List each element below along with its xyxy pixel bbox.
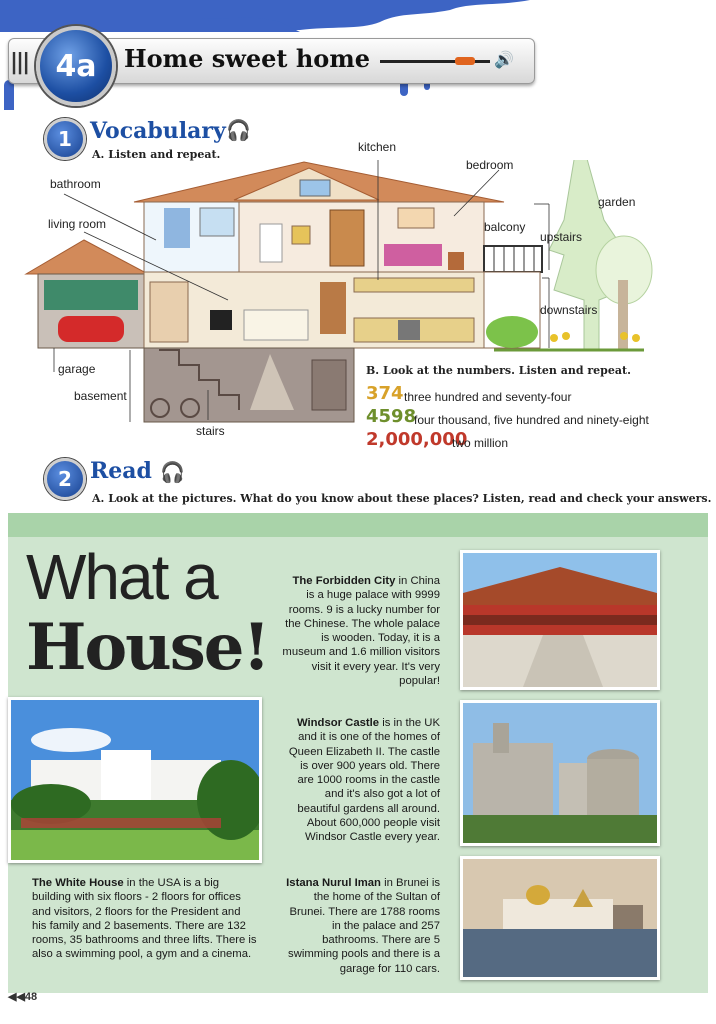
number-words-3: two million xyxy=(452,436,509,450)
unit-title: Home sweet home xyxy=(124,44,370,73)
istana-nurul-iman-photo xyxy=(460,856,660,980)
label-bathroom: bathroom xyxy=(50,177,101,191)
number-figure-3: 2,000,000 xyxy=(366,429,468,450)
back-arrow-icon: ◀◀ xyxy=(8,991,25,1003)
label-basement: basement xyxy=(74,389,127,403)
forbidden-city-name: The Forbidden City xyxy=(292,575,396,587)
headline-what-a: What a xyxy=(26,541,217,613)
headline-house: House! xyxy=(26,610,269,685)
header-stripes: ||| xyxy=(10,50,29,75)
vocabulary-instruction-b: B. Look at the numbers. Listen and repeat. xyxy=(366,364,631,377)
istana-nurul-iman-text: Istana Nurul Iman in Brunei is the home of the Sultan of Brunei. There are 1788 rooms in the palace and 257 bathrooms. There are 5 swimming pools and there is a garage for 110 cars. xyxy=(286,877,440,975)
label-balcony: balcony xyxy=(484,220,526,234)
vocabulary-title: Vocabulary xyxy=(90,118,226,144)
windsor-castle-photo xyxy=(460,700,660,846)
label-downstairs: downstairs xyxy=(540,303,598,317)
section-2-badge: 2 xyxy=(44,458,86,500)
headphones-icon[interactable]: 🎧 xyxy=(226,120,251,142)
forbidden-city-photo xyxy=(460,550,660,690)
headphones-icon[interactable]: 🎧 xyxy=(160,462,185,484)
footer-bar xyxy=(0,993,716,1019)
white-house-name: The White House xyxy=(32,877,124,889)
unit-badge: 4a xyxy=(36,26,116,106)
read-title: Read xyxy=(90,458,152,484)
number-figure-2: 4598 xyxy=(366,406,417,427)
vocabulary-instruction-a: A. Listen and repeat. xyxy=(92,148,221,161)
section-1-badge: 1 xyxy=(44,118,86,160)
label-stairs: stairs xyxy=(196,424,225,438)
speaker-icon[interactable]: 🔊 xyxy=(494,52,514,69)
label-living-room: living room xyxy=(48,217,107,231)
forbidden-city-text: The Forbidden City in China is a huge palace with 9999 rooms. 9 is a lucky number for the Chinese. The whole palace is wooden. Today, it is a museum and 1.6 million visitors visit it every year. It's very popular! xyxy=(282,575,440,688)
read-instruction-a: A. Look at the pictures. What do you know about these places? Listen, read and check your answers. xyxy=(92,492,712,505)
number-words-2: four thousand, five hundred and ninety-eight xyxy=(414,413,649,427)
label-upstairs: upstairs xyxy=(540,230,583,244)
white-house-text: The White House in the USA is a big building with six floors - 2 floors for offices and visitors, 2 floors for the President and his family and 2 basements. There are 132 rooms, 35 bathrooms and three lifts. There is also a swimming pool, a gym and a cinema. xyxy=(32,877,257,961)
audio-slider-knob[interactable] xyxy=(455,57,475,65)
windsor-castle-name: Windsor Castle xyxy=(296,717,380,729)
number-words-1: three hundred and seventy-four xyxy=(404,390,572,404)
label-garage: garage xyxy=(58,362,96,376)
page-number: ◀◀48 xyxy=(8,991,38,1003)
istana-nurul-iman-name: Istana Nurul Iman xyxy=(286,877,381,889)
label-kitchen: kitchen xyxy=(358,140,397,154)
reading-panel-top-band xyxy=(8,513,708,537)
label-garden: garden xyxy=(598,195,636,209)
label-bedroom: bedroom xyxy=(466,158,514,172)
white-house-photo xyxy=(8,697,262,863)
number-figure-1: 374 xyxy=(366,383,404,404)
windsor-castle-text: Windsor Castle is in the UK and it is one of the homes of Queen Elizabeth II. The castle is over 900 years old. There are 1000 rooms in the castle and it's also got a lot of beautiful gardens all around. About 600,000 people visit Windsor Castle every year. xyxy=(288,717,440,844)
